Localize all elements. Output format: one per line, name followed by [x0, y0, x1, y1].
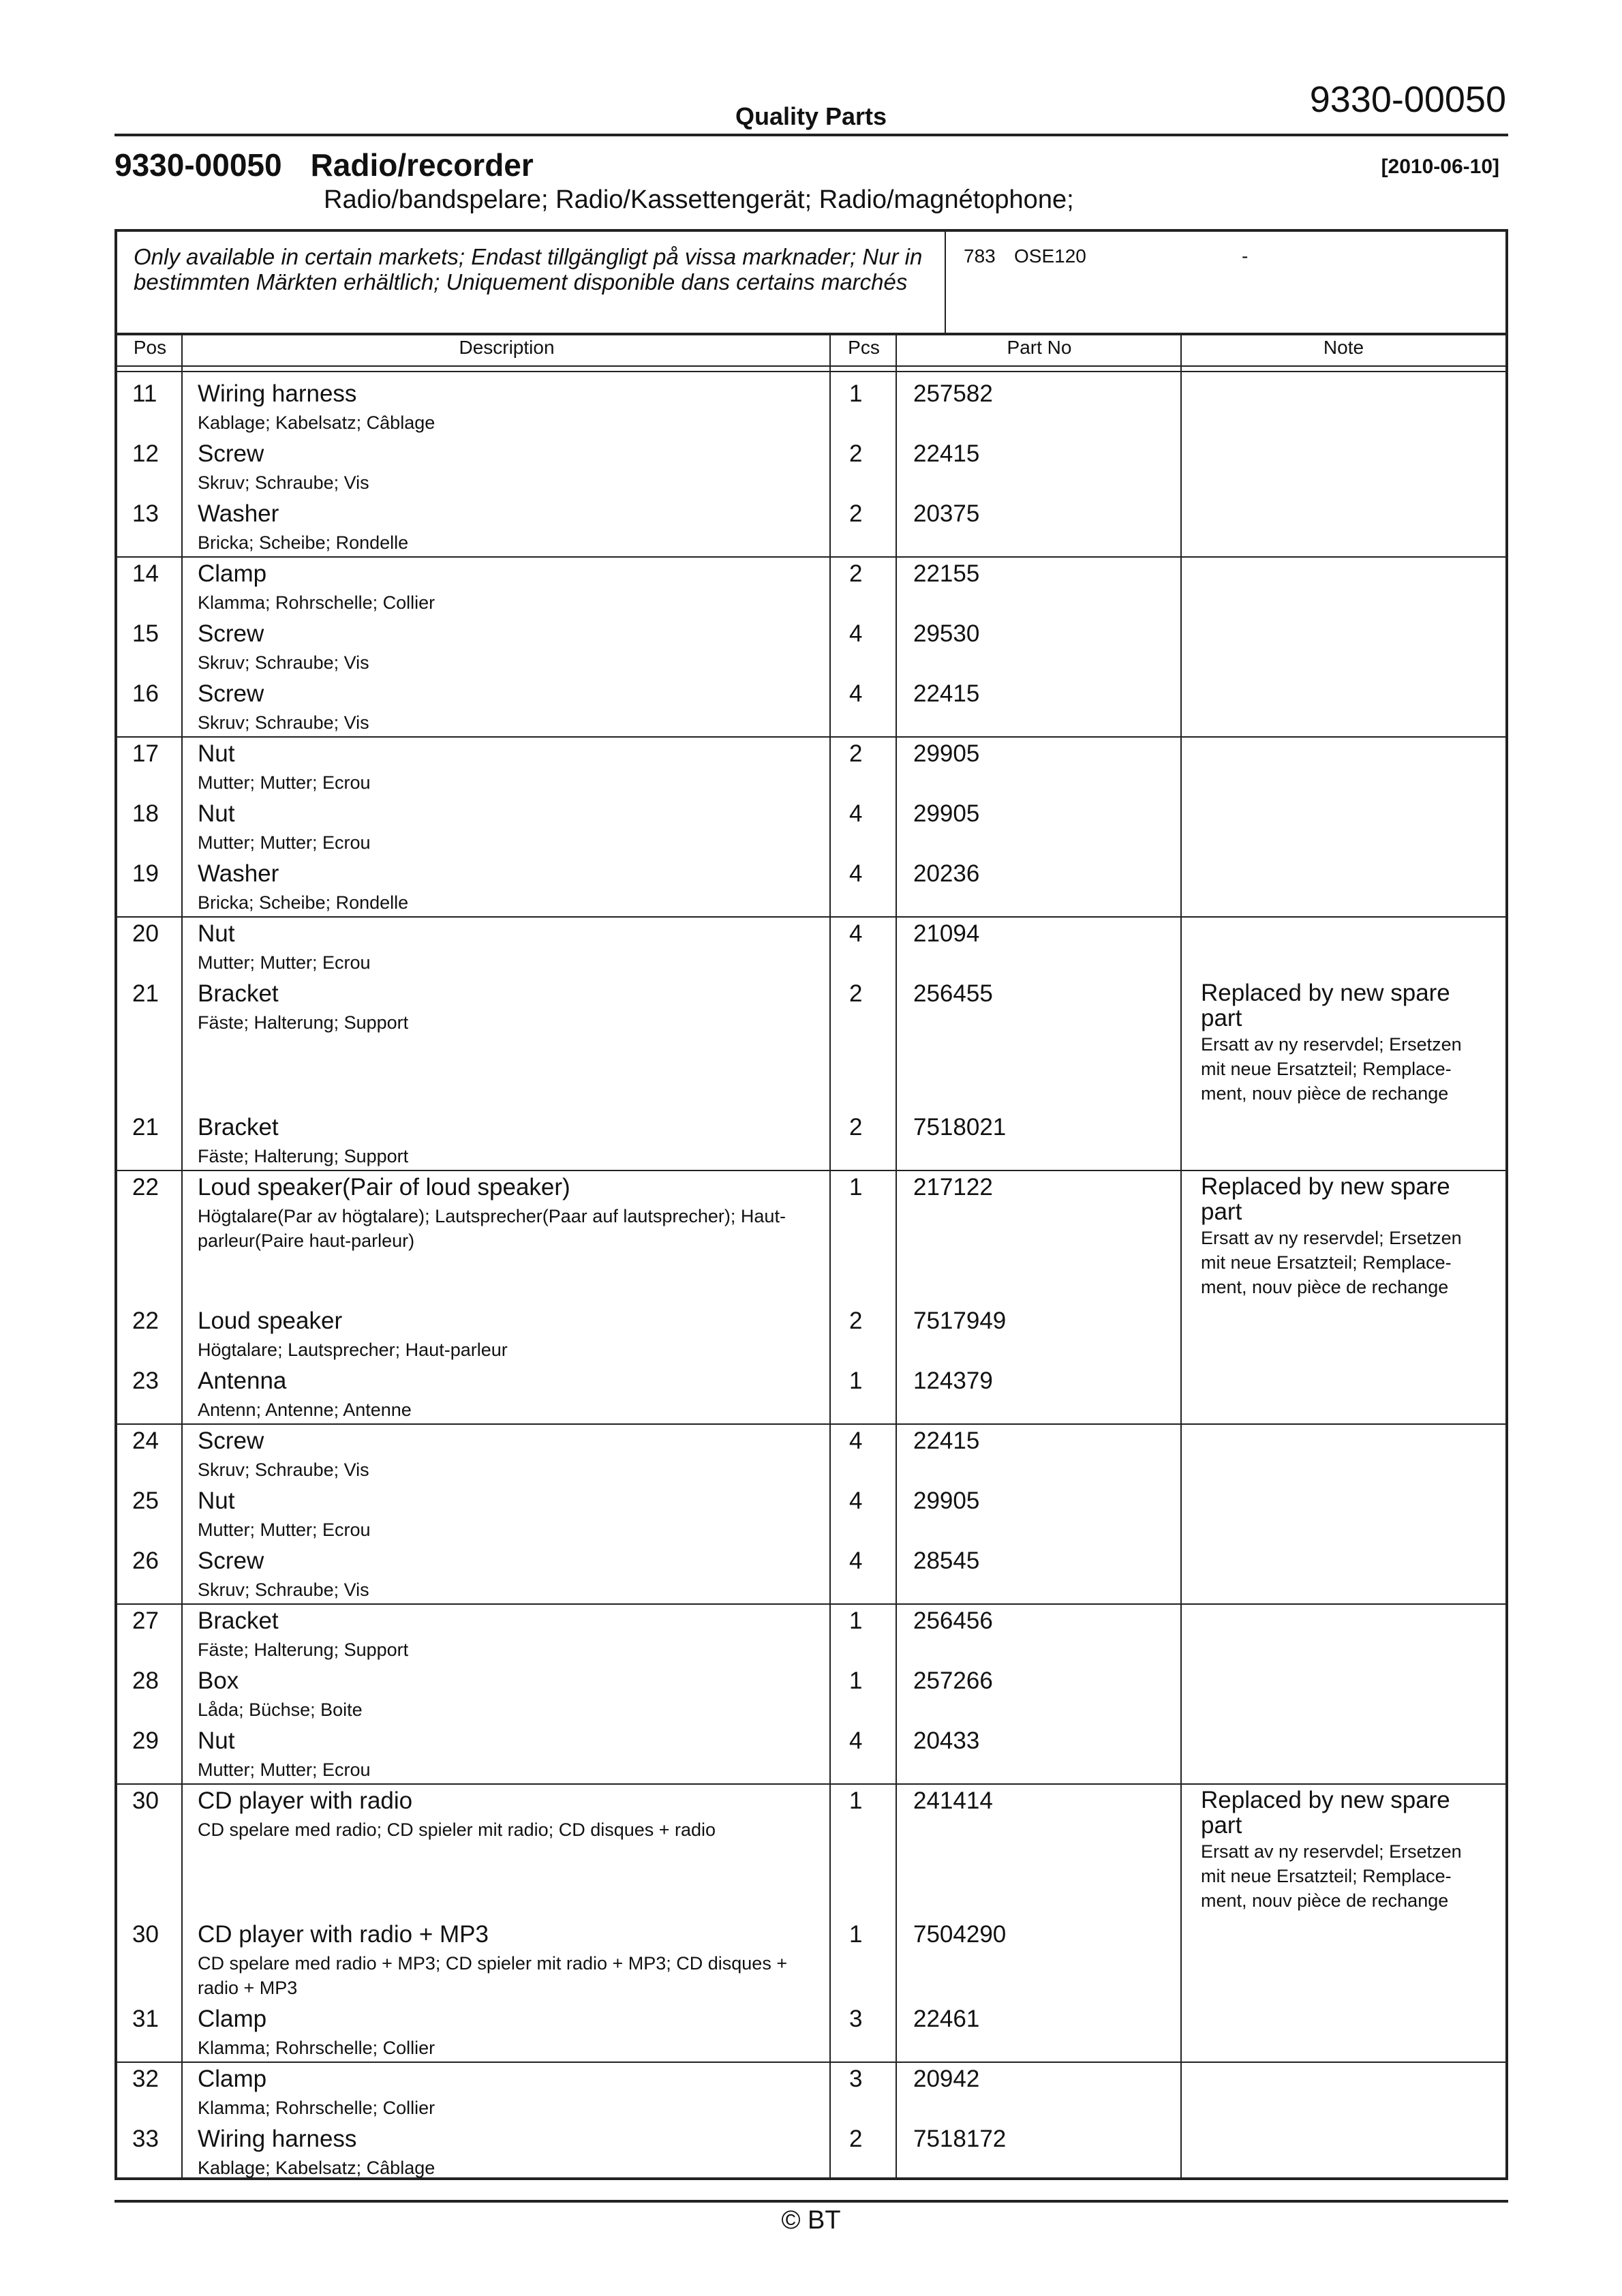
row-part-number: 7518021: [913, 1114, 1007, 1141]
row-position: 32: [132, 2066, 159, 2092]
row-part-number: 256456: [913, 1607, 993, 1634]
row-quantity: 4: [849, 1487, 863, 1514]
document-number: 9330-00050: [1309, 79, 1506, 120]
availability-box: [117, 232, 1505, 335]
column-divider: [181, 333, 183, 2177]
row-position: 14: [132, 560, 159, 587]
row-part-number: 256455: [913, 980, 993, 1007]
row-part-number: 257582: [913, 380, 993, 407]
row-quantity: 4: [849, 860, 863, 887]
group-divider: [117, 1603, 1505, 1605]
row-quantity: 2: [849, 1308, 863, 1334]
row-note: [1201, 440, 1487, 442]
group-divider: [117, 916, 1505, 918]
description-text: Antenna: [198, 1368, 287, 1394]
row-position: 30: [132, 1787, 159, 1814]
row-note: [1201, 1368, 1487, 1369]
description-text: Nut: [198, 800, 235, 827]
row-part-number: 7518172: [913, 2126, 1007, 2152]
row-position: 11: [132, 380, 157, 407]
row-quantity: 2: [849, 1114, 863, 1141]
row-position: 23: [132, 1368, 159, 1394]
row-note: [1201, 980, 1487, 1106]
description-text: Clamp: [198, 2066, 267, 2092]
row-note: [1201, 860, 1487, 862]
row-description: [198, 1607, 811, 1662]
row-part-number: 20942: [913, 2066, 980, 2092]
row-description: [198, 2126, 811, 2180]
availability-divider: [945, 232, 946, 333]
row-note: [1201, 380, 1487, 382]
row-quantity: 2: [849, 440, 863, 467]
column-divider: [1180, 333, 1182, 2177]
row-part-number: 124379: [913, 1368, 993, 1394]
model-extra: -: [1242, 245, 1249, 267]
description-translations: CD spelare med radio + MP3; CD spieler mit radio + MP3; CD disques + radio + MP3: [198, 1953, 788, 1998]
group-divider: [117, 736, 1505, 738]
description-text: Wiring harness: [198, 2126, 357, 2152]
availability-note: Only available in certain markets; Endast tillgängligt på vissa marknader; Nur in bestimmten Märkten erhältlich; Uniquement disponible dans certains marchés: [134, 244, 923, 294]
row-part-number: 7504290: [913, 1921, 1007, 1948]
row-position: 31: [132, 2006, 159, 2032]
row-note: [1201, 620, 1487, 622]
description-translations: Högtalare; Lautsprecher; Haut-parleur: [198, 1340, 508, 1360]
description-text: Nut: [198, 1727, 235, 1754]
row-part-number: 22461: [913, 2006, 980, 2032]
row-position: 28: [132, 1667, 159, 1694]
row-description: [198, 620, 811, 675]
row-description: [198, 1114, 811, 1168]
row-position: 22: [132, 1174, 159, 1200]
description-translations: Skruv; Schraube; Vis: [198, 1460, 369, 1480]
description-text: CD player with radio: [198, 1787, 413, 1814]
group-divider: [117, 1170, 1505, 1171]
part-name: Radio/recorder: [310, 147, 534, 183]
row-note: [1201, 1727, 1487, 1729]
row-quantity: 1: [849, 1787, 863, 1814]
row-description: [198, 860, 811, 915]
row-quantity: 4: [849, 620, 863, 647]
row-part-number: 7517949: [913, 1308, 1007, 1334]
description-translations: Skruv; Schraube; Vis: [198, 472, 369, 493]
model-code: OSE120: [1014, 245, 1086, 267]
description-text: Clamp: [198, 2006, 267, 2032]
description-translations: Skruv; Schraube; Vis: [198, 712, 369, 733]
column-header-note: Note: [1323, 337, 1364, 358]
group-divider: [117, 2061, 1505, 2063]
description-text: Nut: [198, 920, 235, 947]
row-quantity: 1: [849, 1174, 863, 1200]
column-header-description: Description: [459, 337, 555, 358]
row-quantity: 2: [849, 2126, 863, 2152]
row-part-number: 29905: [913, 1487, 980, 1514]
row-note: [1201, 920, 1487, 922]
row-part-number: 20236: [913, 860, 980, 887]
row-quantity: 2: [849, 560, 863, 587]
row-description: [198, 920, 811, 975]
row-quantity: 1: [849, 1607, 863, 1634]
row-position: 18: [132, 800, 159, 827]
row-note: [1201, 740, 1487, 742]
row-description: [198, 440, 811, 495]
row-description: [198, 380, 811, 435]
row-quantity: 2: [849, 500, 863, 527]
row-part-number: 20375: [913, 500, 980, 527]
description-text: Screw: [198, 1428, 264, 1454]
note-text: Replaced by new spare part: [1201, 980, 1450, 1031]
row-part-number: 28545: [913, 1547, 980, 1574]
row-note: [1201, 2126, 1487, 2127]
header-rule: [117, 365, 1505, 367]
row-part-number: 21094: [913, 920, 980, 947]
description-translations: Skruv; Schraube; Vis: [198, 1580, 369, 1600]
row-position: 27: [132, 1607, 159, 1634]
row-description: [198, 1368, 811, 1422]
description-translations: Antenn; Antenne; Antenne: [198, 1400, 412, 1420]
market-code: 783: [964, 245, 996, 267]
row-position: 21: [132, 980, 159, 1007]
row-position: 19: [132, 860, 159, 887]
header-divider: [114, 134, 1508, 136]
description-translations: Kablage; Kabelsatz; Câblage: [198, 2158, 435, 2178]
row-position: 29: [132, 1727, 159, 1754]
description-translations: Klamma; Rohrschelle; Collier: [198, 592, 435, 613]
document-header-title: Quality Parts: [735, 102, 887, 130]
part-code: 9330-00050: [114, 147, 282, 183]
row-note: [1201, 2066, 1487, 2067]
description-translations: Högtalare(Par av högtalare); Lautsprecher(Paar auf lautsprecher); Haut-parleur(Paire haut-parleur): [198, 1206, 786, 1251]
copyright: © BT: [781, 2206, 841, 2235]
row-part-number: 22155: [913, 560, 980, 587]
description-translations: Mutter; Mutter; Ecrou: [198, 1520, 371, 1540]
row-description: [198, 740, 811, 795]
description-text: Nut: [198, 1487, 235, 1514]
row-position: 26: [132, 1547, 159, 1574]
column-header-pcs: Pcs: [848, 337, 880, 358]
row-quantity: 1: [849, 1921, 863, 1948]
row-position: 13: [132, 500, 159, 527]
column-divider: [829, 333, 831, 2177]
row-note: [1201, 1487, 1487, 1489]
row-description: [198, 1727, 811, 1782]
description-translations: Klamma; Rohrschelle; Collier: [198, 2098, 435, 2118]
row-description: [198, 500, 811, 555]
description-translations: Mutter; Mutter; Ecrou: [198, 772, 371, 793]
description-text: Box: [198, 1667, 239, 1694]
row-note: [1201, 1787, 1487, 1913]
description-text: CD player with radio + MP3: [198, 1921, 489, 1948]
row-note: [1201, 680, 1487, 682]
description-text: Loud speaker(Pair of loud speaker): [198, 1174, 570, 1200]
row-part-number: 29530: [913, 620, 980, 647]
row-quantity: 4: [849, 800, 863, 827]
group-divider: [117, 1423, 1505, 1425]
description-text: Washer: [198, 860, 279, 887]
description-text: Clamp: [198, 560, 267, 587]
row-description: [198, 1547, 811, 1602]
row-quantity: 3: [849, 2066, 863, 2092]
row-note: [1201, 2006, 1487, 2007]
description-translations: CD spelare med radio; CD spieler mit radio; CD disques + radio: [198, 1819, 716, 1840]
row-position: 12: [132, 440, 159, 467]
row-quantity: 4: [849, 680, 863, 707]
row-part-number: 22415: [913, 1428, 980, 1454]
row-position: 21: [132, 1114, 159, 1141]
row-note: [1201, 1428, 1487, 1429]
row-note: [1201, 560, 1487, 562]
description-translations: Bricka; Scheibe; Rondelle: [198, 892, 409, 913]
row-description: [198, 1667, 811, 1722]
description-translations: Fäste; Halterung; Support: [198, 1640, 409, 1660]
row-note: [1201, 1667, 1487, 1669]
note-translations: Ersatt av ny reservdel; Ersetzen mit neue Ersatzteil; Remplace-ment, nouv pièce de rechange: [1201, 1841, 1462, 1911]
column-header-part-no: Part No: [1007, 337, 1072, 358]
row-part-number: 257266: [913, 1667, 993, 1694]
row-note: [1201, 1547, 1487, 1549]
description-text: Bracket: [198, 980, 279, 1007]
note-translations: Ersatt av ny reservdel; Ersetzen mit neue Ersatzteil; Remplace-ment, nouv pièce de rechange: [1201, 1228, 1462, 1297]
row-position: 25: [132, 1487, 159, 1514]
description-text: Screw: [198, 1547, 264, 1574]
row-part-number: 241414: [913, 1787, 993, 1814]
column-divider: [896, 333, 897, 2177]
row-quantity: 4: [849, 920, 863, 947]
description-translations: Mutter; Mutter; Ecrou: [198, 952, 371, 973]
row-part-number: 22415: [913, 680, 980, 707]
row-quantity: 3: [849, 2006, 863, 2032]
description-text: Screw: [198, 620, 264, 647]
row-note: [1201, 1921, 1487, 1922]
row-quantity: 1: [849, 1368, 863, 1394]
description-text: Bracket: [198, 1114, 279, 1141]
row-description: [198, 560, 811, 615]
group-divider: [117, 1783, 1505, 1785]
description-translations: Mutter; Mutter; Ecrou: [198, 1759, 371, 1780]
description-text: Nut: [198, 740, 235, 767]
row-quantity: 1: [849, 1667, 863, 1694]
row-position: 22: [132, 1308, 159, 1334]
document-date: [2010-06-10]: [1381, 155, 1499, 178]
description-text: Screw: [198, 440, 264, 467]
header-rule-double: [117, 371, 1505, 372]
description-text: Bracket: [198, 1607, 279, 1634]
row-position: 24: [132, 1428, 159, 1454]
row-quantity: 1: [849, 380, 863, 407]
row-quantity: 4: [849, 1428, 863, 1454]
row-position: 30: [132, 1921, 159, 1948]
row-note: [1201, 1308, 1487, 1309]
row-position: 17: [132, 740, 159, 767]
note-text: Replaced by new spare part: [1201, 1787, 1450, 1839]
description-translations: Skruv; Schraube; Vis: [198, 652, 369, 673]
description-translations: Klamma; Rohrschelle; Collier: [198, 2038, 435, 2058]
row-position: 33: [132, 2126, 159, 2152]
row-description: [198, 2006, 811, 2060]
row-note: [1201, 500, 1487, 502]
row-position: 16: [132, 680, 159, 707]
row-position: 20: [132, 920, 159, 947]
description-text: Screw: [198, 680, 264, 707]
description-text: Wiring harness: [198, 380, 357, 407]
row-description: [198, 980, 811, 1035]
part-name-translations: Radio/bandspelare; Radio/Kassettengerät; Radio/magnétophone;: [324, 185, 1074, 214]
row-note: [1201, 1114, 1487, 1115]
row-description: [198, 1921, 811, 2000]
row-description: [198, 1787, 811, 1842]
note-translations: Ersatt av ny reservdel; Ersetzen mit neue Ersatzteil; Remplace-ment, nouv pièce de rechange: [1201, 1034, 1462, 1104]
description-translations: Fäste; Halterung; Support: [198, 1012, 409, 1033]
description-translations: Bricka; Scheibe; Rondelle: [198, 532, 409, 553]
row-note: [1201, 1607, 1487, 1609]
description-translations: Kablage; Kabelsatz; Câblage: [198, 412, 435, 433]
row-description: [198, 800, 811, 855]
row-description: [198, 680, 811, 735]
row-part-number: 22415: [913, 440, 980, 467]
row-description: [198, 1174, 811, 1253]
description-text: Washer: [198, 500, 279, 527]
row-quantity: 2: [849, 740, 863, 767]
row-description: [198, 1308, 811, 1362]
row-part-number: 20433: [913, 1727, 980, 1754]
note-text: Replaced by new spare part: [1201, 1173, 1450, 1225]
footer-divider: [114, 2200, 1508, 2203]
column-header-pos: Pos: [133, 337, 167, 358]
description-text: Loud speaker: [198, 1308, 343, 1334]
row-part-number: 29905: [913, 740, 980, 767]
row-quantity: 2: [849, 980, 863, 1007]
part-title: [114, 147, 534, 183]
row-note: [1201, 1174, 1487, 1299]
parts-table: [114, 229, 1508, 2180]
group-divider: [117, 556, 1505, 558]
description-translations: Fäste; Halterung; Support: [198, 1146, 409, 1166]
row-position: 15: [132, 620, 159, 647]
row-note: [1201, 800, 1487, 802]
row-part-number: 217122: [913, 1174, 993, 1200]
row-description: [198, 1487, 811, 1542]
row-part-number: 29905: [913, 800, 980, 827]
row-description: [198, 2066, 811, 2120]
row-description: [198, 1428, 811, 1482]
row-quantity: 4: [849, 1547, 863, 1574]
description-translations: Låda; Büchse; Boite: [198, 1700, 363, 1720]
row-quantity: 4: [849, 1727, 863, 1754]
description-translations: Mutter; Mutter; Ecrou: [198, 832, 371, 853]
